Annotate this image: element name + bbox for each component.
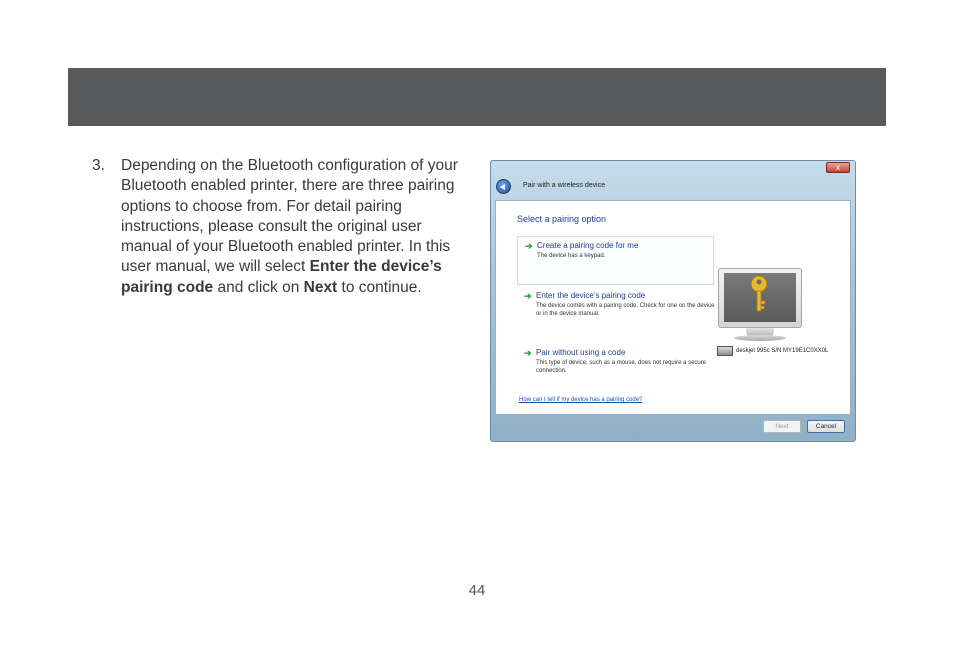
green-arrow-icon: ➔ [525, 241, 533, 251]
step-number: 3. [92, 157, 105, 174]
page-number: 44 [468, 582, 486, 599]
step-text-end: to continue. [337, 278, 422, 296]
back-arrow-icon[interactable] [496, 179, 511, 194]
green-arrow-icon: ➔ [524, 291, 532, 301]
help-link[interactable]: How can I tell if my device has a pairing code? [519, 397, 643, 403]
dialog-titlebar [496, 179, 846, 197]
step-text-mid: and click on [213, 278, 304, 296]
dialog-content [495, 200, 851, 415]
dialog-title: Pair with a wireless device [523, 182, 606, 189]
option-title: Pair without using a code [536, 348, 626, 357]
step-text-intro: Depending on the Bluetooth configuration of your Bluetooth enabled printer, there are three pairing options to choose from. For detail pairing instructions, please consult the original user manual of your Bluetooth enabled printer. In this user manual, we will select [121, 157, 458, 276]
step-3-instructions [92, 156, 462, 298]
step-bold-next: Next [303, 278, 338, 296]
option-create-code[interactable] [517, 236, 714, 285]
printer-icon [717, 346, 733, 356]
close-button[interactable]: x [826, 162, 850, 173]
header-band [68, 68, 886, 126]
next-button[interactable]: Next [763, 420, 801, 433]
step-body [121, 156, 462, 298]
key-icon [747, 275, 771, 315]
option-desc: This type of device, such as a mouse, does not require a secure connection. [536, 360, 707, 374]
pairing-dialog-screenshot [490, 160, 856, 442]
option-title: Create a pairing code for me [537, 241, 639, 250]
option-desc: The device comes with a pairing code. Check for one on the device or in the device manual. [536, 303, 715, 317]
option-title: Enter the device’s pairing code [536, 291, 646, 300]
option-desc: The device has a keypad. [537, 253, 606, 259]
cancel-button[interactable]: Cancel [807, 420, 845, 433]
pairing-heading: Select a pairing option [517, 214, 607, 224]
device-name: deskjet 995c S/N MY19E1C0XX0L [736, 348, 829, 354]
monitor-base [734, 335, 786, 341]
green-arrow-icon: ➔ [524, 348, 532, 358]
step-bold-option: Enter the device’s pairing code [121, 258, 442, 296]
